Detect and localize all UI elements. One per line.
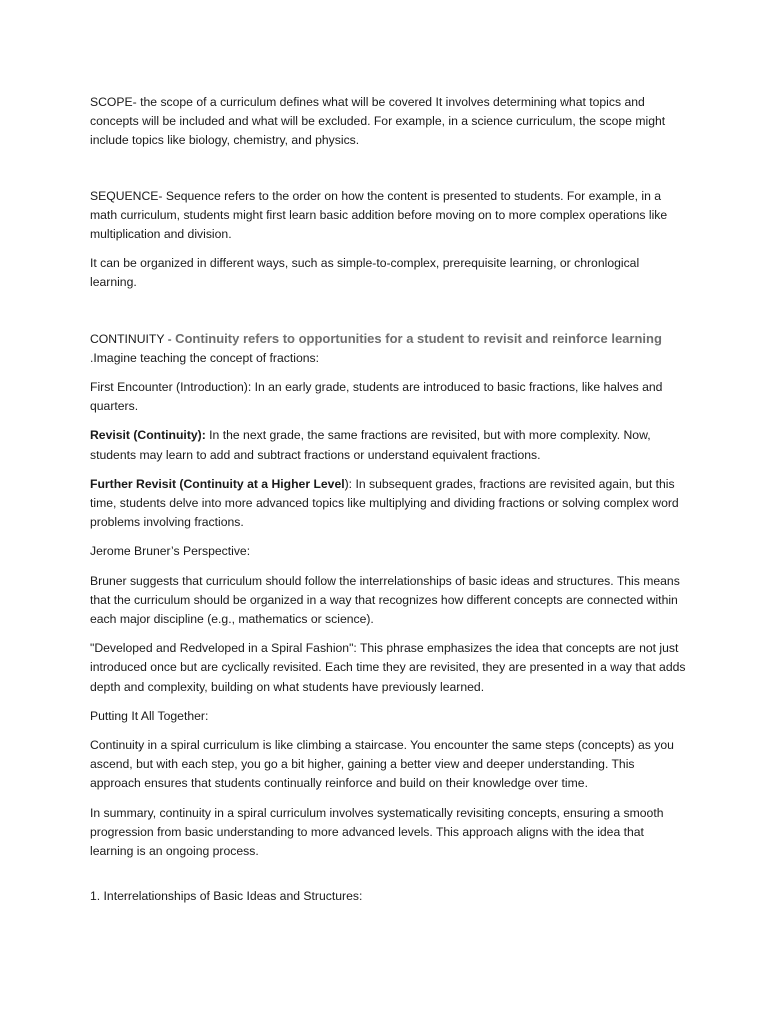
together-heading: Putting It All Together: <box>90 708 209 723</box>
sequence-paragraph: SEQUENCE- Sequence refers to the order on how the content is presented to students. For example, in a math curriculum, students might first learn basic addition before moving on to more complex operations like multiplication and division. <box>90 188 668 242</box>
further-revisit-heading: Further Revisit (Continuity at a Higher Level <box>90 476 345 491</box>
continuity-definition: Continuity refers to opportunities for a student to revisit and reinforce learning <box>175 330 662 346</box>
sequence-ways-paragraph: It can be organized in different ways, such as simple-to-complex, prerequisite learning, or chronlogical learning. <box>90 256 640 290</box>
summary-paragraph: In summary, continuity in a spiral curriculum involves systematically revisiting concepts, ensuring a smooth progression from basic understanding to more advanced levels. This approach aligns with the idea that learning is an ongoing process. <box>90 805 664 859</box>
further-revisit-paragraph <box>90 475 686 533</box>
list-item-1: 1. Interrelationships of Basic Ideas and Structures: <box>90 889 363 904</box>
document-body <box>90 93 686 917</box>
continuity-example-intro: .Imagine teaching the concept of fractions: <box>90 350 319 365</box>
revisit-heading: Revisit (Continuity): <box>90 428 206 443</box>
scope-paragraph: SCOPE- the scope of a curriculum defines what will be covered It involves determining what topics and concepts will be included and what will be excluded. For example, in a science curriculum, the scope might include topics like biology, chemistry, and physics. <box>90 95 666 148</box>
revisit-paragraph <box>90 426 686 464</box>
first-encounter-paragraph: First Encounter (Introduction): In an early grade, students are introduced to basic fractions, like halves and quarters. <box>90 380 663 414</box>
spiral-paragraph: "Developed and Redveloped in a Spiral Fashion": This phrase emphasizes the idea that concepts are not just introduced once but are cyclically revisited. Each time they are revisited, they are presented in a way that adds depth and complexity, building on what students have previously learned. <box>90 641 686 694</box>
further-revisit-text: ): In subsequent grades, fractions are revisited again, but this time, students delve into more advanced topics like multiplying and dividing fractions or solving complex word problems involving fractions. <box>90 476 679 530</box>
continuity-paragraph <box>90 329 686 368</box>
bruner-heading: Jerome Bruner’s Perspective: <box>90 544 251 559</box>
revisit-text: In the next grade, the same fractions are revisited, but with more complexity. Now, students may learn to add and subtract fractions or understand equivalent fractions. <box>90 428 651 462</box>
together-paragraph: Continuity in a spiral curriculum is like climbing a staircase. You encounter the same steps (concepts) as you ascend, but with each step, you go a bit higher, gaining a better view and deeper understanding. This approach ensures that students continually reinforce and build on their knowledge over time. <box>90 738 674 791</box>
continuity-label: CONTINUITY - <box>90 331 176 346</box>
bruner-paragraph: Bruner suggests that curriculum should follow the interrelationships of basic ideas and structures. This means that the curriculum should be organized in a way that recognizes how different concepts are connected within each major discipline (e.g., mathematics or science). <box>90 573 680 627</box>
